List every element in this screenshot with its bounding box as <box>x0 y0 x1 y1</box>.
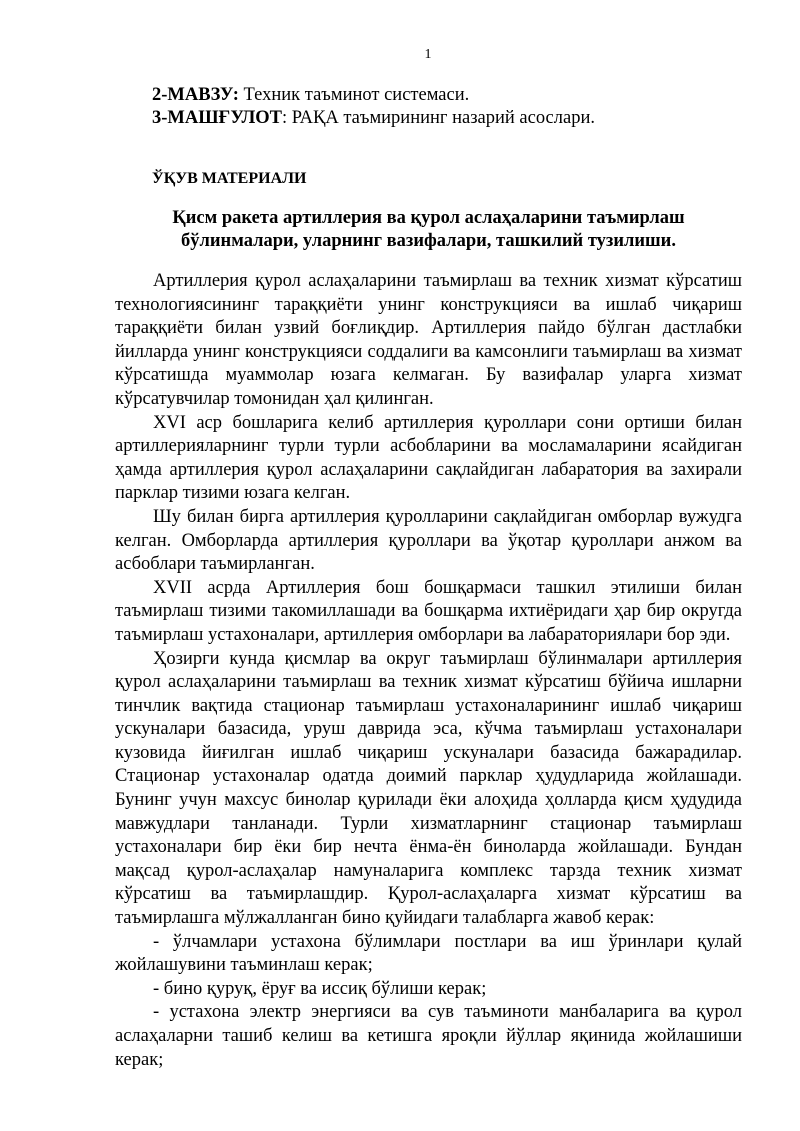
list-item: - ўлчамлари устахона бўлимлари постлари ва иш ўринлари қулай жойлашувини таъминлаш керак; <box>115 931 742 976</box>
document-title: Қисм ракета артиллерия ва қурол аслаҳаларини таъмирлаш бўлинмалари, уларнинг вазифалари, ташкилий тузилиши. <box>172 208 685 251</box>
paragraph: Артиллерия қурол аслаҳаларини таъмирлаш ва техник хизмат кўрсатиш технологиясининг тараққиёти унинг конструкцияси ва ишлаб чиқариш тараққиёти билан узвий боғлиқдир. Артиллерия пайдо бўлган дастлабки йилларда унинг конструкцияси соддалиги ва камсонлиги таъмирлаш ва хизмат кўрсатишда муаммолар юзага келмаган. Бу вазифалар уларга хизмат кўрсатувчилар томонидан ҳал қилинган. <box>115 271 742 409</box>
topic-label: 2-МАВЗУ: <box>152 85 239 105</box>
lesson-line <box>152 107 595 130</box>
topic-text: Техник таъминот системаси. <box>238 85 470 105</box>
topic-line <box>152 84 595 107</box>
body-text <box>115 270 742 1072</box>
list-item: - устахона электр энергияси ва сув таъминоти манбаларига ва қурол аслаҳаларни ташиб келиш ва кетишга яроқли йўллар яқинида жойлашиши керак; <box>115 1002 742 1070</box>
page-number: 1 <box>424 47 432 62</box>
lesson-label: 3-МАШҒУЛОТ <box>152 108 282 128</box>
paragraph: Шу билан бирга артиллерия қуролларини сақлайдиган омборлар вужудга келган. Омборларда артиллерия қуроллари ва ўқотар қуроллари анжом ва асбоблари таъмирланган. <box>115 506 742 575</box>
paragraph: XVII асрда Артиллерия бош бошқармаси ташкил этилиши билан таъмирлаш тизими такомиллашади ва бошқарма ихтиёридаги ҳар бир округда таъмирлаш устахоналари, артиллерия омборлари ва лабараториялари бор эди. <box>115 577 742 645</box>
list-item: - бино қуруқ, ёруғ ва иссиқ бўлиши керак; <box>153 978 487 999</box>
document-header <box>152 84 595 130</box>
paragraph: Ҳозирги кунда қисмлар ва округ таъмирлаш бўлинмалари артиллерия қурол аслаҳаларини таъмирлаш ва техник хизмат кўрсатиш бўйича ишларни тинчлик вақтида стационар таъмирлаш устахоналарининг ишлаб чиқариш ускуналари базасида, уруш даврида эса, кўчма таъмирлаш устахоналари кузовида йиғилган ишлаб чиқариш ускуналари базасида бажарадилар. Стационар устахоналар одатда доимий парклар ҳудудларида жойлашади. Бунинг учун махсус бинолар қурилади ёки алоҳида ҳолларда қисм ҳудудида мавжудлари танланади. Турли хизматларнинг стационар таъмирлаш устахоналари бир ёки бир нечта ёнма-ён биноларда жойлашади. Бундан мақсад қурол-аслаҳалар намуналарига комплекс тарзда техник хизмат кўрсатиш ва таъмирлашдир. Қурол-аслаҳаларга хизмат кўрсатиш ва таъмирлашга мўлжалланган бино қуйидаги талабларга жавоб керак: <box>115 648 742 929</box>
paragraph: XVI аср бошларига келиб артиллерия қуроллари сони ортиши билан артиллерияларнинг турли турли асбобларини ва мосламаларини ясайдиган ҳамда артиллерия қурол аслаҳаларини сақлайдиган лабаратория ва захирали парклар тизими юзага келган. <box>115 412 742 504</box>
section-label: ЎҚУВ МАТЕРИАЛИ <box>152 170 307 187</box>
lesson-text: : РАҚА таъмирининг назарий асослари. <box>281 108 595 128</box>
